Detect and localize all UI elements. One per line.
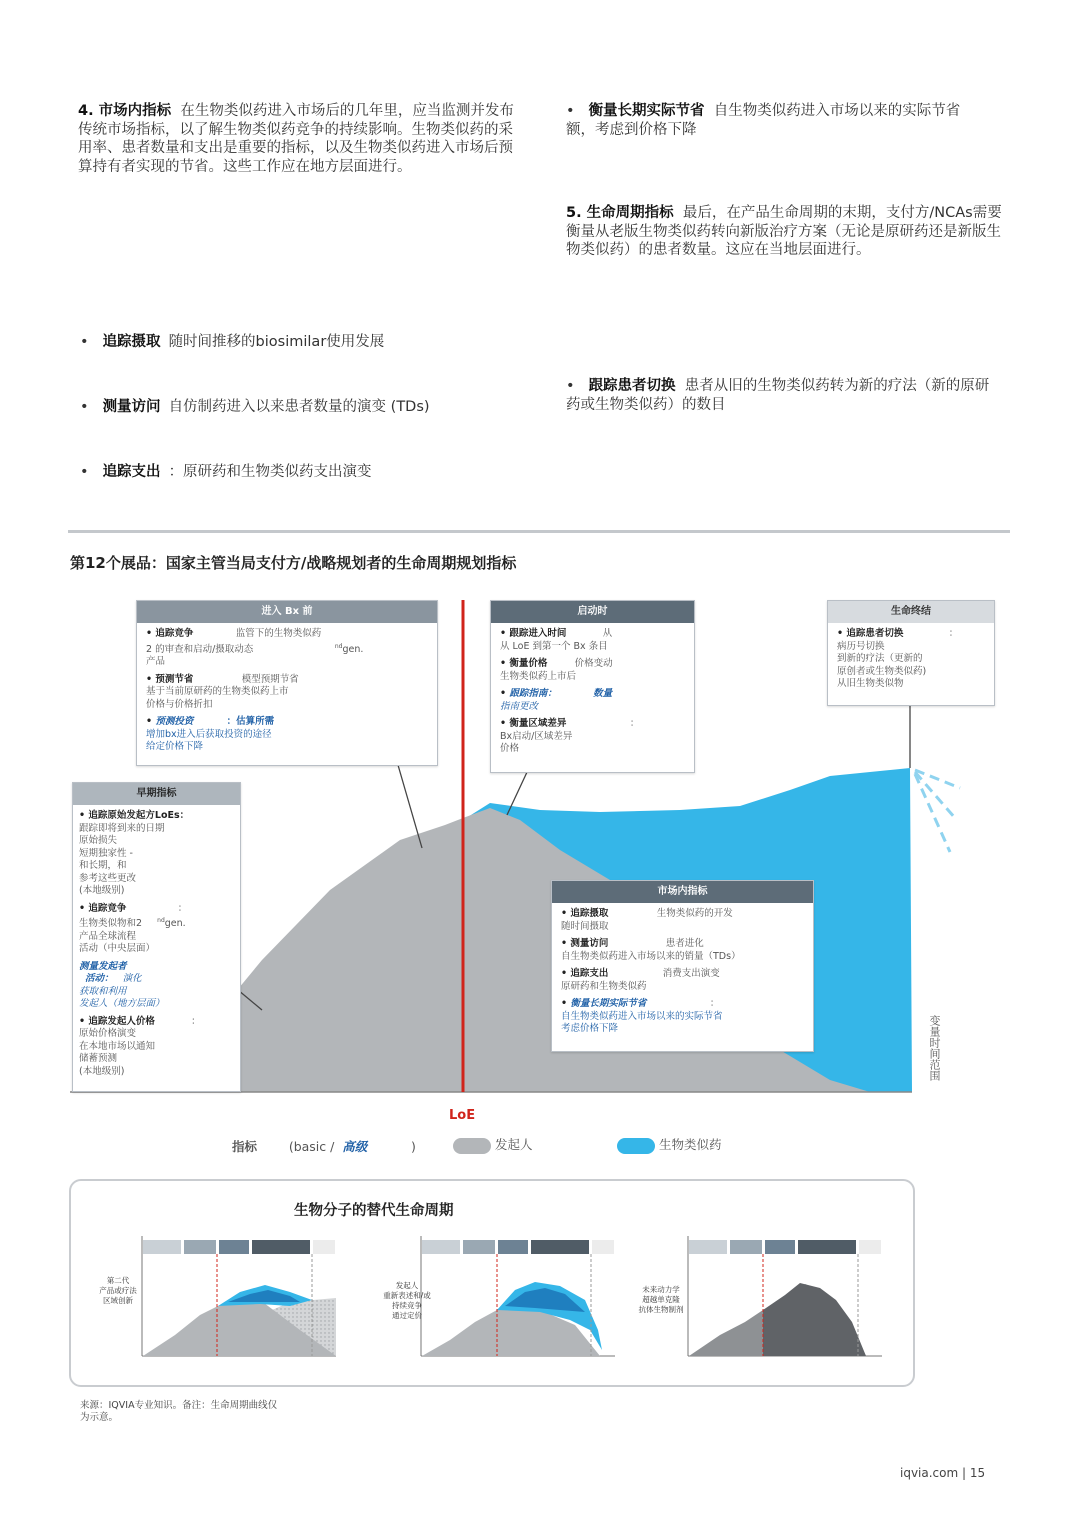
- section-4-text: 在生物类似药进入市场后的几年里，应当监测并发布传统市场指标，以了解生物类似药竞争的持续影响。生物类似药的采用率、患者数量和支出是重要的指标，以及生物类似药进入市场后预算持有者实现的节省。这些工作应在地方层面进行。: [78, 103, 514, 175]
- market-track-spend: 追踪支出: [570, 968, 609, 979]
- section-4-label: 4. 市场内指标: [78, 103, 172, 119]
- market-i2-t: 患者进化: [665, 938, 704, 949]
- bullet-spend: • 追踪支出 ：原研药和生物类似药支出演变: [80, 464, 372, 480]
- early-i3-t: 演化: [122, 973, 142, 985]
- early-measure-originator: 测量发起者: [79, 960, 127, 972]
- end-i1-text4: 原创者或生物类似药): [837, 665, 927, 677]
- savings-bullet: • 衡量长期实际节省 自生物类似药进入市场以来的实际节省额，考虑到价格下降: [566, 103, 961, 138]
- loe-label: LoE: [449, 1108, 476, 1123]
- early-i1-t2: 原始损失: [79, 835, 118, 846]
- market-i4-t2: 自生物类似药进入市场以来的实际节省: [561, 1010, 723, 1022]
- early-track-price: 追踪发起人价格: [88, 1015, 155, 1027]
- market-i1-t2: 随时间摄取: [561, 920, 609, 932]
- entry-i3-text2: 给定价格下降: [146, 741, 204, 753]
- launch-regional-diff: 衡量区域差异: [509, 718, 567, 729]
- section-5-text: 最后，在产品生命周期的末期，支付方/NCAs需要衡量从老版生物类似药转向新版治疗方案（无论是原研药还是新版生物类似药）的患者数量。这应在当地层面进行。: [566, 205, 1002, 258]
- end-track-switch: 追踪患者切换: [846, 628, 904, 639]
- launch-track-time: 跟踪进入时间: [509, 628, 567, 639]
- c3-line1: 未来动力学: [642, 1285, 680, 1294]
- market-i3-t: 消费支出演变: [662, 968, 720, 979]
- box-end-of-life: 生命终结 • 追踪患者切换 ： 病历号切换 到新的疗法（更新的 原创者或生物类似药) 从旧生物类似物: [827, 600, 995, 706]
- early-track-loes: 追踪原始发起方LoEs：: [88, 810, 190, 821]
- launch-i3-text3: 指南更改: [500, 700, 539, 712]
- market-long-term-savings: 衡量长期实际节省: [570, 998, 647, 1009]
- entry-i1-sup: nd: [334, 642, 343, 650]
- launch-i3-colon: ：: [547, 688, 557, 699]
- early-i4-t2: 原始价格演变: [79, 1028, 137, 1040]
- early-i1-t4: 和长期，和: [79, 860, 127, 871]
- mini-chart-2: [421, 1236, 615, 1356]
- market-track-uptake: 追踪摄取: [570, 908, 609, 919]
- early-i3-b2: 活动：: [85, 973, 114, 985]
- launch-i2-text: 价格变动: [574, 658, 613, 669]
- launch-track-guidelines: 跟踪指南: [509, 688, 548, 699]
- bullet-uptake: • 追踪摄取 随时间推移的biosimilar使用发展: [80, 334, 385, 350]
- early-track-competition: 追踪竞争: [88, 902, 127, 914]
- end-i1-colon: ：: [948, 628, 959, 639]
- launch-i1-text2: 从 LoE 到第一个 Bx 条目: [500, 640, 608, 652]
- box-market-title: 市场内指标: [552, 881, 813, 903]
- entry-i1-text: 监管下的生物类似药: [235, 628, 322, 639]
- box-early: 早期指标 • 追踪原始发起方LoEs： 跟踪即将到来的日期 原始损失 短期独家性 - 和长期，和 参考这些更改 (本地级别) • 追踪竞争 ： 生物类似物和2 $^{nd}$gen. 产品全球流程 活动（中央层面） 测量发起者 活动： 演化 获取和利用 发起人（地方层面） • 追踪发起人价格 ： 原始价格演变 在本地市场以通知 储蓄预测 (本地级别): [72, 782, 241, 1092]
- early-i4-t4: 储蓄预测: [79, 1053, 118, 1065]
- entry-i1-text3: 产品: [146, 656, 166, 668]
- early-i3-t2: 获取和利用: [79, 985, 127, 997]
- bullet-uptake-label: 追踪摄取: [102, 334, 161, 350]
- early-i2-gen: gen.: [164, 918, 186, 930]
- legend-label: 指标: [232, 1139, 258, 1154]
- box-early-title: 早期指标: [73, 783, 240, 805]
- early-i1-t6: (本地级别): [79, 885, 125, 896]
- early-i1-t5: 参考这些更改: [79, 872, 137, 884]
- c2-line3: 持续竞争: [392, 1301, 422, 1310]
- entry-i1-text2: 2 的审查和启动/摄取动态: [146, 643, 254, 655]
- launch-measure-price: 衡量价格: [509, 658, 548, 669]
- switch-text: 患者从旧的生物类似药转为新的疗法（新的原研药或生物类似药）的数目: [566, 378, 990, 413]
- market-i4-t3: 考虑价格下降: [561, 1023, 619, 1034]
- early-i1-t: 跟踪即将到来的日期: [79, 822, 165, 834]
- entry-i2-text: 模型预期节省: [241, 673, 299, 685]
- switch-label: 跟踪患者切换: [588, 378, 676, 394]
- legend-advanced: 高级: [342, 1139, 368, 1154]
- savings-text: 自生物类似药进入市场以来的实际节省额，考虑到价格下降: [566, 103, 961, 138]
- c3-line2: 超越单克隆: [642, 1295, 680, 1304]
- bullet-access-text: 自仿制药进入以来患者数量的演变 (TDs): [168, 399, 430, 415]
- early-i3-t3: 发起人（地方层面）: [79, 998, 165, 1010]
- lifecycle-title: 生物分子的替代生命周期: [294, 1203, 454, 1219]
- early-i2-sup: nd: [157, 917, 165, 924]
- market-i2-t2: 自生物类似药进入市场以来的销量（TDs）: [561, 950, 741, 962]
- c2-line1: 发起人: [395, 1281, 419, 1290]
- savings-label: 衡量长期实际节省: [588, 103, 705, 119]
- c1-line3: 区域创新: [103, 1296, 133, 1305]
- switch-bullet: • 跟踪患者切换 患者从旧的生物类似药转为新的疗法（新的原研药或生物类似药）的数目: [566, 378, 990, 413]
- mini-chart-3-caption: [628, 1285, 694, 1315]
- market-i1-t: 生物类似药的开发: [656, 908, 733, 919]
- end-i1-text3: 到新的疗法（更新的: [837, 653, 923, 664]
- mini-chart-1-caption: [88, 1276, 148, 1306]
- launch-i4-colon: ：: [629, 718, 640, 729]
- launch-i4-text3: 价格: [500, 743, 520, 754]
- box-end-title: 生命终结: [828, 601, 994, 623]
- entry-forecast-investment: 预测投资: [155, 716, 194, 728]
- c2-line2: 重新表述和/或: [383, 1291, 431, 1300]
- early-i2-t3: 产品全球流程: [79, 930, 137, 942]
- legend-close: ): [411, 1139, 416, 1154]
- entry-i1-gen: gen.: [342, 643, 364, 655]
- entry-i2-text3: 价格与价格折扣: [146, 698, 213, 710]
- bullet-spend-text: ：原研药和生物类似药支出演变: [168, 464, 372, 480]
- launch-i3-text2: 数量: [593, 688, 613, 699]
- entry-i2-text2: 基于当前原研药的生物类似药上市: [146, 686, 289, 698]
- early-i4-t5: (本地级别): [79, 1065, 125, 1077]
- launch-i2-text2: 生物类似药上市后: [500, 670, 577, 682]
- variable-time-label: 变量时间范围: [928, 1015, 941, 1081]
- mini-chart-1: [142, 1236, 336, 1356]
- market-i3-t2: 原研药和生物类似药: [561, 980, 647, 992]
- early-i2-t2: 生物类似物和2: [79, 918, 143, 930]
- source-line2: 为示意。: [80, 1412, 119, 1423]
- bullet-spend-label: 追踪支出: [102, 464, 161, 480]
- market-i4-colon: ：: [709, 998, 720, 1009]
- legend-biosimilar-label: 生物类似药: [658, 1137, 722, 1152]
- exhibit-title: 第12个展品：国家主管当局支付方/战略规划者的生命周期规划指标: [70, 554, 517, 572]
- box-pre-entry-title: 进入 Bx 前: [137, 601, 437, 623]
- box-pre-entry: 进入 Bx 前 • 追踪竞争 监管下的生物类似药 2 的审查和启动/摄取动态 $^{nd}$gen. 产品 • 预测节省 模型预期节省 基于当前原研药的生物类似药上市 价格与价格折扣 • 预测投资 ：估算所需 增加bx进入后获取投资的途径 给定价格下降: [136, 600, 438, 766]
- legend-basic: (basic /: [288, 1139, 335, 1154]
- early-i2-t4: 活动（中央层面）: [79, 943, 156, 955]
- market-measure-access: 测量访问: [570, 938, 609, 949]
- source-note: [80, 1400, 277, 1424]
- mini-chart-3: [688, 1236, 882, 1356]
- legend-originator-label: 发起人: [494, 1137, 533, 1152]
- entry-forecast-savings: 预测节省: [155, 673, 194, 685]
- launch-i1-text: 从: [602, 628, 613, 639]
- launch-i4-text2: Bx启动/区域差异: [500, 730, 573, 742]
- end-i1-text5: 从旧生物类似物: [837, 678, 904, 689]
- box-in-market: 市场内指标 • 追踪摄取 生物类似药的开发 随时间摄取 • 测量访问 患者进化 自生物类似药进入市场以来的销量（TDs） • 追踪支出 消费支出演变 原研药和生物类似药 • 衡量长期实际节省 ： 自生物类似药进入市场以来的实际节省 考虑价格下降: [551, 880, 814, 1052]
- source-line1: 来源：IQVIA专业知识。备注：生命周期曲线仅: [80, 1400, 278, 1411]
- c2-line4: 通过定价: [392, 1311, 422, 1320]
- box-launch-title: 启动时: [491, 601, 694, 623]
- entry-i3-bold2: ：估算所需: [226, 716, 275, 728]
- bullet-uptake-text: 随时间推移的biosimilar使用发展: [168, 334, 385, 350]
- box-launch: 启动时 • 跟踪进入时间 从 从 LoE 到第一个 Bx 条目 • 衡量价格 价格变动 生物类似药上市后 • 跟踪指南： 数量 指南更改 • 衡量区域差异 ： Bx启动/区域差异 价格: [490, 600, 695, 773]
- early-i1-t3: 短期独家性 -: [79, 847, 133, 859]
- early-i2-colon: ：: [177, 902, 188, 914]
- section-5-label: 5. 生命周期指标: [566, 205, 674, 221]
- mini-chart-2-caption: [374, 1281, 440, 1321]
- bullet-access: • 测量访问 自仿制药进入以来患者数量的演变 (TDs): [80, 399, 430, 415]
- c1-line2: 产品或疗法: [99, 1286, 137, 1295]
- c1-line1: 第二代: [106, 1276, 130, 1285]
- entry-i3-text: 增加bx进入后获取投资的途径: [146, 728, 272, 740]
- entry-track-competition: 追踪竞争: [155, 628, 194, 639]
- c3-line3: 抗体生物制剂: [638, 1305, 684, 1314]
- page-footer: iqvia.com | 15: [900, 1466, 986, 1480]
- end-i1-text2: 病历号切换: [837, 640, 885, 652]
- bullet-access-label: 测量访问: [102, 399, 161, 415]
- early-i4-colon: ：: [191, 1015, 201, 1027]
- early-i4-t3: 在本地市场以通知: [79, 1040, 156, 1052]
